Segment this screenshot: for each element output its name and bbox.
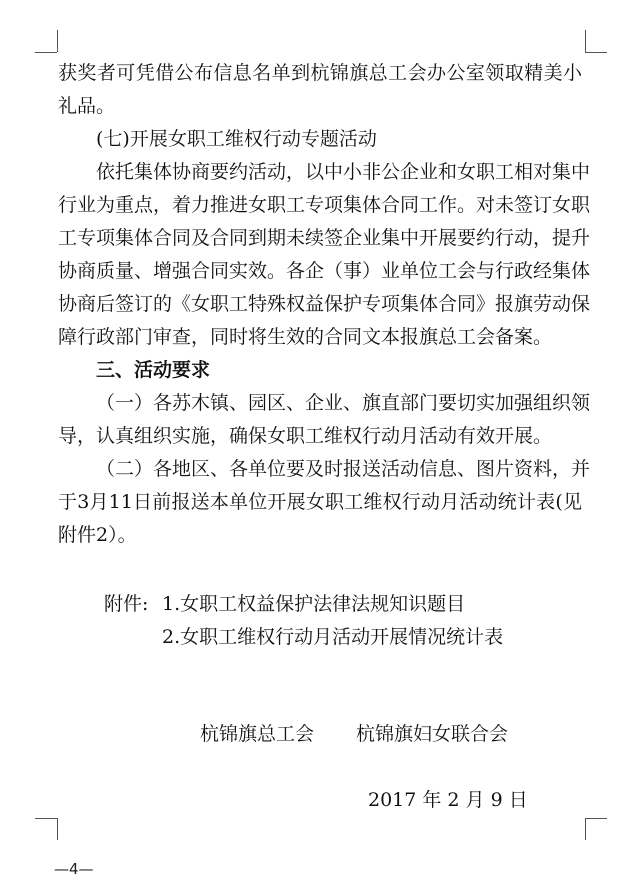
section-heading: (七)开展女职工维权行动专题活动	[96, 128, 377, 150]
text-line: 工专项集体合同及合同到期未续签企业集中开展要约行动，提升	[58, 227, 591, 249]
text-line: 于3月11日前报送本单位开展女职工维权行动月活动统计表(见	[58, 491, 582, 513]
attachments-label: 附件:	[104, 593, 149, 615]
text-line: 礼品。	[58, 95, 116, 117]
attachment-item: 2.女职工维权行动月活动开展情况统计表	[162, 626, 504, 648]
text-line: 协商质量、增强合同实效。各企（事）业单位工会与行政经集体	[58, 260, 591, 282]
text-line: 依托集体协商要约活动，以中小非公企业和女职工相对集中	[96, 161, 591, 183]
text-line: 获奖者可凭借公布信息名单到杭锦旗总工会办公室领取精美小	[58, 62, 582, 84]
text-line: 附件2）。	[58, 524, 137, 546]
text-line: （一）各苏木镇、园区、企业、旗直部门要切实加强组织领	[96, 392, 591, 414]
text-line: 协商后签订的《女职工特殊权益保护专项集体合同》报旗劳动保	[58, 293, 591, 315]
text-line: 导，认真组织实施，确保女职工维权行动月活动有效开展。	[58, 425, 553, 447]
text-line: （二）各地区、各单位要及时报送活动信息、图片资料，并	[96, 458, 591, 480]
signature-org: 杭锦旗妇女联合会	[356, 723, 509, 745]
signature-org: 杭锦旗总工会	[200, 723, 315, 745]
attachment-item: 1.女职工权益保护法律法规知识题目	[162, 593, 466, 615]
page-number: —4—	[54, 860, 94, 878]
section-heading: 三、活动要求	[96, 359, 211, 381]
text-line: 行业为重点，着力推进女职工专项集体合同工作。对未签订女职	[58, 194, 591, 216]
signature-date: 2017 年 2 月 9 日	[368, 789, 528, 811]
text-line: 障行政部门审查，同时将生效的合同文本报旗总工会备案。	[58, 326, 553, 348]
